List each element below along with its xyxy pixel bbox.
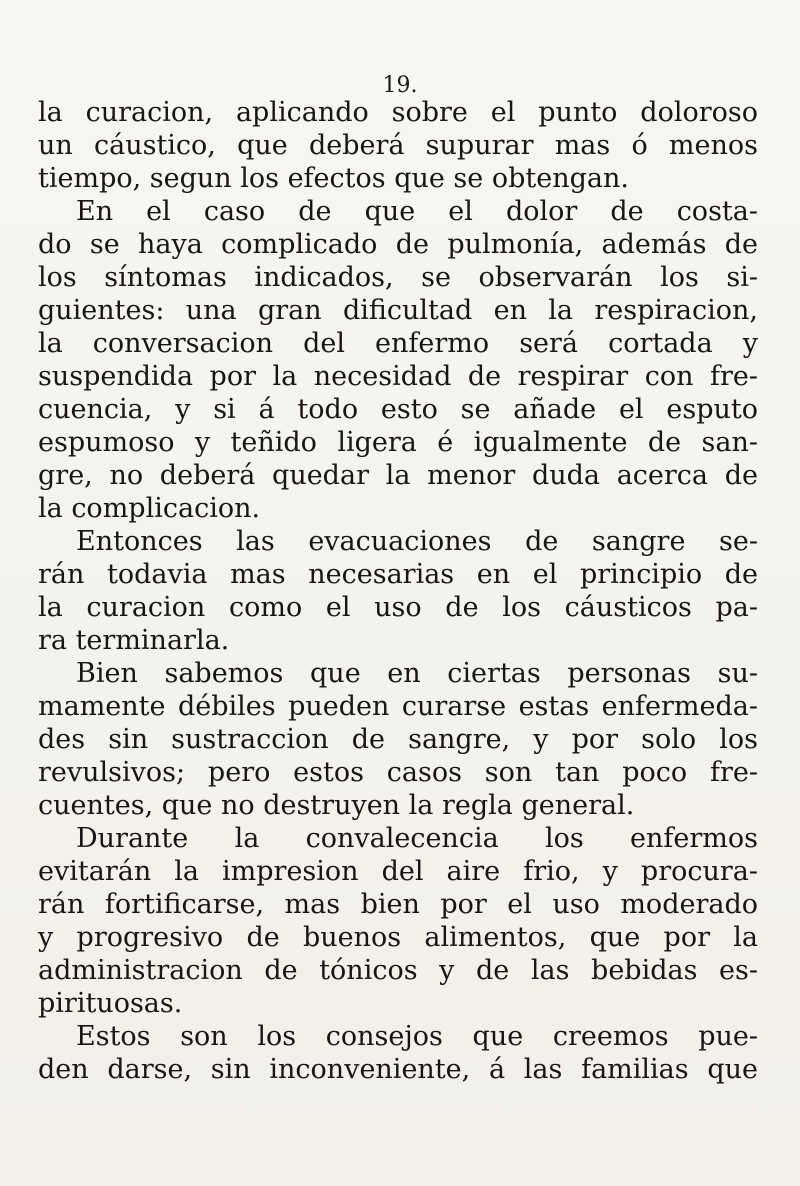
- text-line: administracion de tónicos y de las bebidas es-: [38, 955, 758, 986]
- text-line: Entonces las evacuaciones de sangre se-: [76, 526, 758, 557]
- text-line: Bien sabemos que en ciertas personas su-: [76, 658, 758, 689]
- text-line: cuencia, y si á todo esto se añade el esputo: [38, 394, 758, 425]
- text-line: suspendida por la necesidad de respirar con fre-: [38, 361, 758, 392]
- text-line: tiempo, segun los efectos que se obtengan.: [38, 163, 629, 194]
- text-line: den darse, sin inconveniente, á las familias que: [38, 1054, 758, 1085]
- text-line: mamente débiles pueden curarse estas enfermeda-: [38, 691, 758, 722]
- page-number: 19.: [382, 73, 418, 98]
- text-line: pirituosas.: [38, 988, 183, 1019]
- text-line: cuentes, que no destruyen la regla general.: [38, 790, 635, 821]
- text-line: evitarán la impresion del aire frio, y procura-: [38, 856, 758, 887]
- text-line: la curacion, aplicando sobre el punto doloroso: [38, 97, 758, 128]
- text-line: rán fortificarse, mas bien por el uso moderado: [38, 889, 758, 920]
- text-line: y progresivo de buenos alimentos, que por la: [38, 922, 758, 953]
- text-line: gre, no deberá quedar la menor duda acerca de: [38, 460, 758, 491]
- text-line: En el caso de que el dolor de costa-: [76, 196, 758, 227]
- text-line: los síntomas indicados, se observarán los si-: [38, 262, 758, 293]
- body-text: [38, 96, 758, 1086]
- text-line: un cáustico, que deberá supurar mas ó menos: [38, 130, 758, 161]
- text-line: rán todavia mas necesarias en el principio de: [38, 559, 758, 590]
- text-line: revulsivos; pero estos casos son tan poco fre-: [38, 757, 758, 788]
- text-line: do se haya complicado de pulmonía, además de: [38, 229, 758, 260]
- text-line: des sin sustraccion de sangre, y por solo los: [38, 724, 758, 755]
- text-line: la curacion como el uso de los cáusticos pa-: [38, 592, 758, 623]
- text-line: Durante la convalecencia los enfermos: [76, 823, 758, 854]
- text-line: la conversacion del enfermo será cortada y: [38, 328, 758, 359]
- text-line: espumoso y teñido ligera é igualmente de san-: [38, 427, 758, 458]
- text-line: Estos son los consejos que creemos pue-: [76, 1021, 758, 1052]
- text-line: guientes: una gran dificultad en la respiracion,: [38, 295, 758, 326]
- text-line: ra terminarla.: [38, 625, 230, 656]
- text-line: la complicacion.: [38, 493, 261, 524]
